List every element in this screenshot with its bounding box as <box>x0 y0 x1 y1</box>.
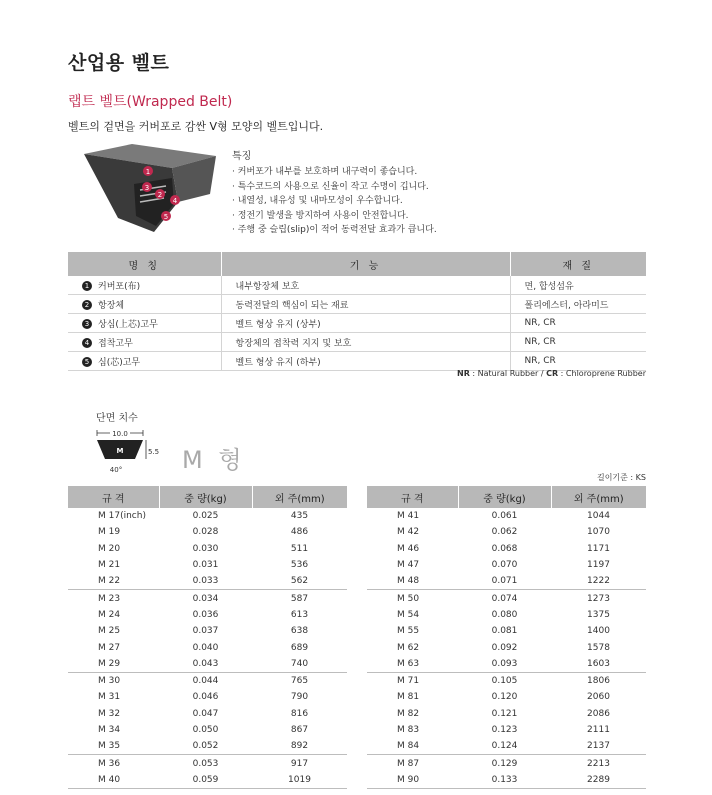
spec-weight: 0.036 <box>192 609 219 620</box>
part-function: 항장체의 접착력 지지 및 보호 <box>221 333 510 352</box>
diagram-marker-1: 1 <box>145 168 151 176</box>
spec-circumference: 638 <box>290 626 309 637</box>
materials-header-name: 명 칭 <box>68 252 221 276</box>
table-row <box>68 672 347 689</box>
spec-header-size: 규 격 <box>68 486 159 508</box>
spec-circumference: 917 <box>290 758 309 769</box>
spec-size: M 27 <box>98 642 121 653</box>
spec-size: M 46 <box>397 543 420 554</box>
spec-size: M 62 <box>397 642 420 653</box>
belt-cutaway-diagram <box>80 140 220 236</box>
angle-dimension: 40° <box>109 466 123 474</box>
table-row <box>367 508 646 524</box>
spec-circumference: 1578 <box>587 642 610 653</box>
features-title: 특징 <box>232 151 252 162</box>
table-row <box>68 623 347 639</box>
spec-circumference: 2289 <box>551 772 646 789</box>
spec-size: M 48 <box>367 573 458 590</box>
spec-size: M 25 <box>98 626 121 637</box>
width-dimension: 10.0 <box>112 430 128 438</box>
table-row <box>68 276 646 295</box>
spec-weight: 0.059 <box>159 772 252 789</box>
table-row <box>68 333 646 352</box>
part-function: 내부항장체 보호 <box>221 276 510 295</box>
spec-circumference: 2137 <box>551 738 646 755</box>
part-material: NR, CR <box>510 352 646 371</box>
spec-circumference: 536 <box>290 560 309 571</box>
spec-weight: 0.025 <box>192 511 219 522</box>
spec-weight: 0.070 <box>491 560 518 571</box>
table-row <box>367 639 646 655</box>
spec-size: M 82 <box>397 708 420 719</box>
spec-circumference: 1603 <box>551 656 646 673</box>
spec-circumference: 1197 <box>587 560 610 571</box>
table-row <box>68 689 347 705</box>
spec-size: M 32 <box>98 708 121 719</box>
part-number-badge: 4 <box>82 338 92 348</box>
spec-weight: 0.129 <box>491 758 518 769</box>
spec-size: M 17(inch) <box>98 511 146 522</box>
spec-circumference: 562 <box>252 573 347 590</box>
part-name: 심(芯)고무 <box>98 357 141 368</box>
spec-circumference: 2086 <box>587 708 610 719</box>
part-number-badge: 3 <box>82 319 92 329</box>
spec-size: M 84 <box>367 738 458 755</box>
spec-size: M 22 <box>68 573 159 590</box>
table-row <box>68 314 646 333</box>
spec-size: M 71 <box>397 676 420 687</box>
spec-size: M 81 <box>397 692 420 703</box>
spec-table-left <box>68 486 347 789</box>
part-function: 벨트 형상 유지 (상부) <box>221 314 510 333</box>
spec-size: M 50 <box>397 593 420 604</box>
part-name: 커버포(布) <box>98 281 141 292</box>
table-row <box>367 722 646 738</box>
table-row <box>367 623 646 639</box>
table-row <box>367 738 646 755</box>
table-row <box>68 573 347 590</box>
spec-weight: 0.133 <box>458 772 551 789</box>
spec-circumference: 790 <box>290 692 309 703</box>
spec-circumference: 1070 <box>587 527 610 538</box>
spec-circumference: 2060 <box>587 692 610 703</box>
spec-weight: 0.123 <box>491 725 518 735</box>
spec-circumference: 435 <box>290 511 309 522</box>
part-name: 항장체 <box>98 300 125 311</box>
part-material: 폴리에스터, 아라미드 <box>510 295 646 314</box>
nr-text: : Natural Rubber / <box>469 369 547 378</box>
diagram-marker-4: 4 <box>172 197 178 205</box>
spec-weight: 0.052 <box>159 738 252 755</box>
part-name: 상심(上芯)고무 <box>98 319 158 330</box>
feature-item: · 커버포가 내부를 보호하며 내구력이 좋습니다. <box>232 165 437 180</box>
table-row <box>367 557 646 573</box>
table-row <box>367 541 646 557</box>
spec-size: M 36 <box>98 758 121 769</box>
spec-weight: 0.092 <box>491 642 518 653</box>
spec-size: M 21 <box>98 560 121 571</box>
spec-weight: 0.053 <box>192 758 219 769</box>
spec-weight: 0.047 <box>192 708 219 719</box>
spec-weight: 0.061 <box>491 511 518 522</box>
spec-weight: 0.121 <box>491 708 518 719</box>
diagram-marker-2: 2 <box>157 191 163 199</box>
cr-key: CR <box>546 369 559 378</box>
spec-size: M 40 <box>68 772 159 789</box>
table-row <box>68 557 347 573</box>
spec-circumference: 867 <box>290 725 309 735</box>
spec-size: M 90 <box>367 772 458 789</box>
spec-circumference: 1019 <box>252 772 347 789</box>
spec-circumference: 740 <box>252 656 347 673</box>
spec-header-size: 규 격 <box>367 486 458 508</box>
height-dimension: 5.5 <box>148 448 160 456</box>
section-title: 랩트 벨트(Wrapped Belt) <box>68 94 233 110</box>
spec-weight: 0.046 <box>192 692 219 703</box>
spec-weight: 0.124 <box>458 738 551 755</box>
part-function: 벨트 형상 유지 (하부) <box>221 352 510 371</box>
table-row <box>367 672 646 689</box>
spec-size: M 41 <box>397 511 420 522</box>
table-row <box>68 722 347 738</box>
spec-weight: 0.044 <box>192 676 219 687</box>
spec-weight: 0.028 <box>192 527 219 538</box>
cross-section-drawing <box>94 428 160 476</box>
part-material: NR, CR <box>510 333 646 352</box>
spec-table-right <box>367 486 646 789</box>
spec-weight: 0.050 <box>192 725 219 735</box>
spec-weight: 0.071 <box>458 573 551 590</box>
spec-size: M 63 <box>367 656 458 673</box>
feature-item: · 특수코드의 사용으로 신율이 작고 수명이 깁니다. <box>232 180 437 195</box>
spec-circumference: 1222 <box>551 573 646 590</box>
cr-text: : Chloroprene Rubber <box>558 369 646 378</box>
part-number-badge: 2 <box>82 300 92 310</box>
diagram-marker-5: 5 <box>163 213 169 221</box>
spec-circumference: 1400 <box>587 626 610 637</box>
feature-item: · 주행 중 슬립(slip)이 적어 동력전달 효과가 큽니다. <box>232 223 437 238</box>
table-row <box>68 639 347 655</box>
spec-weight: 0.062 <box>491 527 518 538</box>
table-row <box>68 295 646 314</box>
spec-size: M 55 <box>397 626 420 637</box>
feature-item: · 정전기 발생을 방지하여 사용이 안전합니다. <box>232 209 437 224</box>
belt-type-title: M 형 <box>182 446 246 474</box>
nr-key: NR <box>457 369 470 378</box>
table-row <box>68 656 347 673</box>
spec-circumference: 765 <box>290 676 309 687</box>
table-row <box>68 607 347 623</box>
spec-header-circumference: 외 주(mm) <box>252 486 347 508</box>
spec-weight: 0.120 <box>491 692 518 703</box>
spec-size: M 34 <box>98 725 121 735</box>
belt-description: 벨트의 겉면을 커버포로 감싼 V형 모양의 벨트입니다. <box>68 120 324 133</box>
table-row <box>68 738 347 755</box>
spec-circumference: 1806 <box>587 676 610 687</box>
spec-circumference: 587 <box>290 593 309 604</box>
table-row <box>68 772 347 789</box>
table-row <box>367 706 646 722</box>
spec-circumference: 816 <box>290 708 309 719</box>
table-row <box>68 541 347 557</box>
spec-size: M 24 <box>98 609 121 620</box>
spec-circumference: 1171 <box>587 543 610 554</box>
length-standard: 길이기준 : KS <box>596 473 646 482</box>
spec-weight: 0.037 <box>192 626 219 637</box>
page-title: 산업용 벨트 <box>68 52 170 74</box>
spec-size: M 29 <box>68 656 159 673</box>
spec-circumference: 2213 <box>587 758 610 769</box>
spec-size: M 30 <box>98 676 121 687</box>
spec-circumference: 486 <box>290 527 309 538</box>
part-name: 접착고무 <box>98 338 133 349</box>
spec-weight: 0.033 <box>159 573 252 590</box>
materials-header-material: 재 질 <box>510 252 646 276</box>
spec-size: M 19 <box>98 527 121 538</box>
spec-circumference: 1273 <box>587 593 610 604</box>
spec-size: M 20 <box>98 543 121 554</box>
spec-size: M 87 <box>397 758 420 769</box>
table-row <box>68 706 347 722</box>
materials-header-function: 기 능 <box>221 252 510 276</box>
table-row <box>367 524 646 540</box>
spec-header-weight: 중 량(kg) <box>159 486 252 508</box>
table-row <box>367 772 646 789</box>
spec-circumference: 689 <box>290 642 309 653</box>
spec-size: M 42 <box>397 527 420 538</box>
spec-weight: 0.080 <box>491 609 518 620</box>
diagram-marker-3: 3 <box>144 184 150 192</box>
table-row <box>68 508 347 524</box>
spec-circumference: 2111 <box>587 725 610 735</box>
spec-size: M 83 <box>397 725 420 735</box>
part-function: 동력전달의 핵심이 되는 재료 <box>221 295 510 314</box>
spec-weight: 0.093 <box>458 656 551 673</box>
spec-size: M 47 <box>397 560 420 571</box>
table-row <box>68 352 646 371</box>
spec-weight: 0.031 <box>192 560 219 571</box>
table-row <box>367 607 646 623</box>
feature-item: · 내열성, 내유성 및 내마모성이 우수합니다. <box>232 194 437 209</box>
table-row <box>367 573 646 590</box>
cross-section-label: 단면 치수 <box>96 413 138 424</box>
spec-weight: 0.030 <box>192 543 219 554</box>
spec-circumference: 1044 <box>587 511 610 522</box>
spec-circumference: 511 <box>290 543 309 554</box>
part-number-badge: 1 <box>82 281 92 291</box>
rubber-abbreviation-note <box>457 369 646 378</box>
spec-weight: 0.105 <box>491 676 518 687</box>
spec-header-weight: 중 량(kg) <box>458 486 551 508</box>
table-row <box>68 524 347 540</box>
features-block <box>232 147 437 238</box>
table-row <box>367 755 646 772</box>
part-number-badge: 5 <box>82 357 92 367</box>
part-material: NR, CR <box>510 314 646 333</box>
profile-letter: M <box>116 447 124 455</box>
spec-circumference: 1375 <box>587 609 610 620</box>
spec-header-circumference: 외 주(mm) <box>551 486 646 508</box>
spec-weight: 0.043 <box>159 656 252 673</box>
table-row <box>68 590 347 607</box>
table-row <box>367 590 646 607</box>
table-row <box>68 755 347 772</box>
spec-weight: 0.074 <box>491 593 518 604</box>
spec-weight: 0.068 <box>491 543 518 554</box>
spec-weight: 0.034 <box>192 593 219 604</box>
part-material: 면, 합성섬유 <box>510 276 646 295</box>
table-row <box>367 656 646 673</box>
spec-size: M 54 <box>397 609 420 620</box>
spec-size: M 23 <box>98 593 121 604</box>
table-row <box>367 689 646 705</box>
spec-size: M 31 <box>98 692 121 703</box>
spec-circumference: 613 <box>290 609 309 620</box>
spec-weight: 0.081 <box>491 626 518 637</box>
materials-table <box>68 252 646 371</box>
spec-weight: 0.040 <box>192 642 219 653</box>
spec-size: M 35 <box>68 738 159 755</box>
spec-circumference: 892 <box>252 738 347 755</box>
